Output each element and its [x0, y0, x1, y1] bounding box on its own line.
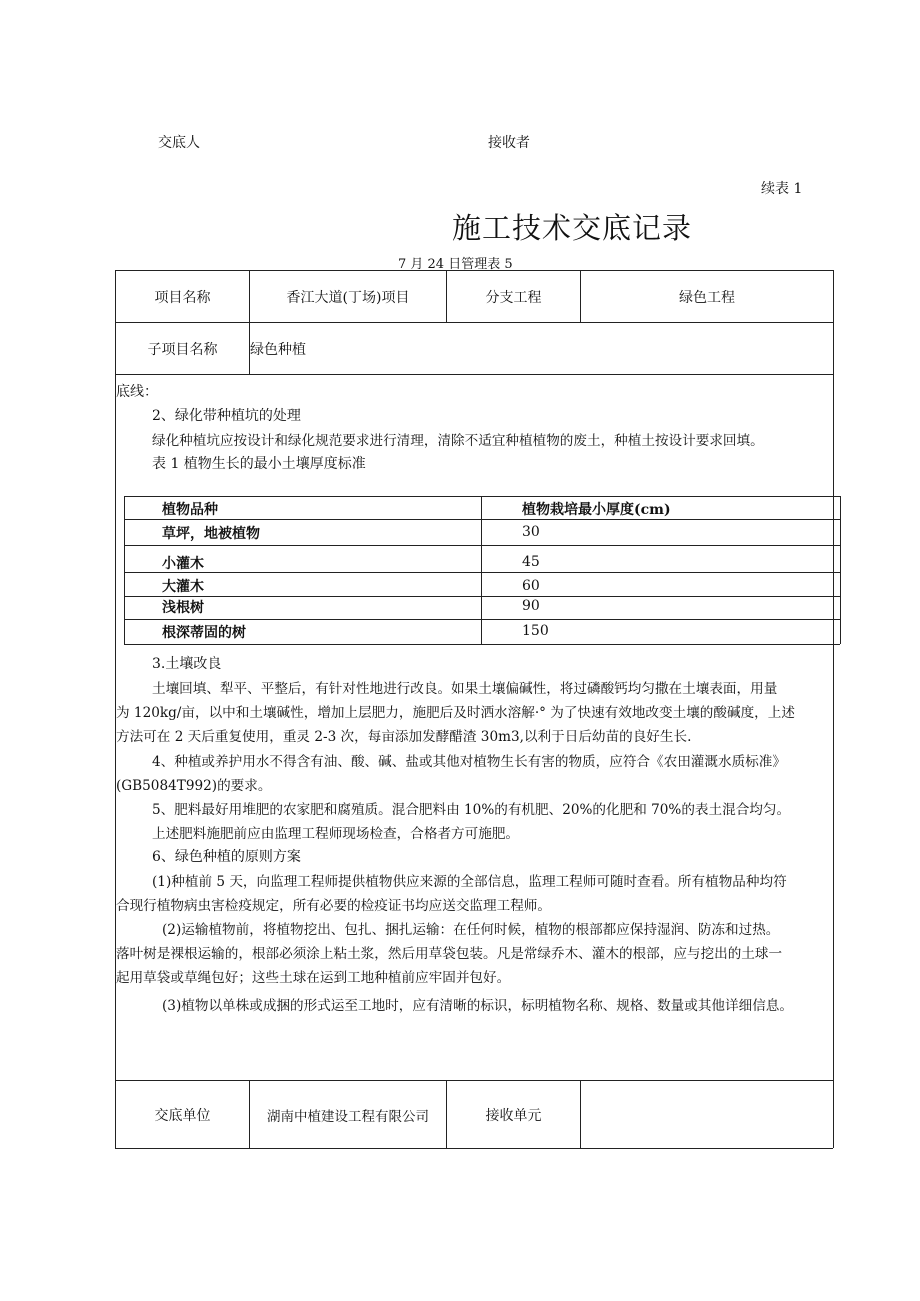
section-6-heading: 6、绿色种植的原则方案 — [152, 849, 301, 865]
table-cell-depth: 30 — [522, 524, 540, 540]
section-5-line: 5、肥料最好用堆肥的农家肥和腐殖质。混合肥料由 10%的有机肥、20%的化肥和 70%的表土混合均匀。 — [152, 802, 791, 818]
section-6-item-2: 落叶树是裸根运输的，根部必须涂上粘土浆，然后用草袋包装。凡是常绿乔木、灌木的根部，应与挖出的土球一 — [116, 946, 783, 962]
section-2-text: 绿化种植坑应按设计和绿化规范要求进行清理，清除不适宜种植植物的废土，种植土按设计要求回填。 — [152, 433, 764, 449]
table-cell-plant: 草坪，地被植物 — [162, 526, 260, 542]
table-cell-plant: 大灌木 — [162, 579, 204, 595]
form-subtitle: 7 月 24 日管理表 5 — [398, 257, 513, 272]
section-3-heading: 3.土壤改良 — [152, 656, 222, 672]
handover-unit-label: 交底单位 — [154, 1107, 211, 1124]
project-name-value: 香江大道(丁场)项目 — [286, 289, 410, 306]
section-5-line: 上述肥料施肥前应由监理工程师现场检查，合格者方可施肥。 — [152, 826, 520, 842]
section-3-line: 土壤回填、犁平、平整后，有针对性地进行改良。如果土壤偏碱性，将过磷酸钙均匀撒在土壤表面，用量 — [152, 681, 778, 697]
section-6-item-1: (1)种植前 5 天，向监理工程师提供植物供应来源的全部信息，监理工程师可随时查看。所有植物品种均符 — [152, 874, 787, 890]
section-4-line: (GB5084T992)的要求。 — [116, 778, 272, 794]
handover-unit-value: 湖南中植建设工程有限公司 — [267, 1108, 429, 1125]
intro-text: 底线： — [116, 384, 158, 400]
project-name-label: 项目名称 — [154, 289, 211, 306]
continued-table-label: 续表 1 — [761, 181, 803, 197]
section-2-heading: 2、绿化带种植坑的处理 — [152, 408, 301, 424]
table-cell-plant: 小灌木 — [162, 556, 204, 572]
section-3-line: 方法可在 2 天后重复使用，重灵 2-3 次，每亩添加发酵醋渣 30m3,以利于日后幼苗的良好生长. — [116, 729, 692, 745]
table-cell-depth: 45 — [522, 554, 540, 570]
table-cell-plant: 根深蒂固的树 — [162, 625, 246, 641]
receiving-unit-label: 接收单元 — [485, 1107, 542, 1124]
section-4-line: 4、种植或养护用水不得含有油、酸、碱、盐或其他对植物生长有害的物质，应符合《农田灌溉水质标准》 — [152, 754, 786, 770]
table-header-depth: 植物栽培最小厚度(cm) — [522, 502, 671, 518]
receiving-unit-value — [581, 1081, 833, 1148]
receiver-label: 接收者 — [488, 135, 530, 151]
table-cell-depth: 60 — [522, 578, 540, 594]
table-cell-plant: 浅根树 — [162, 600, 204, 616]
handover-person-label: 交底人 — [158, 135, 200, 151]
section-6-item-2: 起用草袋或草绳包好；这些土球在运到工地种植前应牢固并包好。 — [116, 970, 511, 986]
branch-label: 分支工程 — [485, 289, 542, 306]
sub-project-value: 绿色种植 — [250, 341, 306, 358]
table-cell-depth: 90 — [522, 598, 540, 614]
table-cell-depth: 150 — [522, 623, 549, 639]
sub-project-label: 子项目名称 — [147, 341, 218, 358]
table-1-caption: 表 1 植物生长的最小土壤厚度标准 — [152, 456, 366, 472]
section-6-item-3: (3)植物以单株或成捆的形式运至工地时，应有清晰的标识，标明植物名称、规格、数量或其他详细信息。 — [162, 998, 793, 1014]
table-header-plant: 植物品种 — [162, 502, 218, 518]
branch-value: 绿色工程 — [679, 289, 735, 306]
section-6-item-1: 合现行植物病虫害检疫规定，所有必要的检疫证书均应送交监理工程师。 — [116, 898, 551, 914]
section-3-line: 为 120kg/亩，以中和土壤碱性，增加上层肥力，施肥后及时洒水溶解·° 为了快速有效地改变土壤的酸碱度，上述 — [116, 705, 795, 721]
page-title: 施工技术交底记录 — [452, 211, 693, 245]
section-6-item-2: (2)运输植物前，将植物挖出、包扎、捆扎运输：在任何时候，植物的根部都应保持湿润、防冻和过热。 — [162, 922, 780, 938]
